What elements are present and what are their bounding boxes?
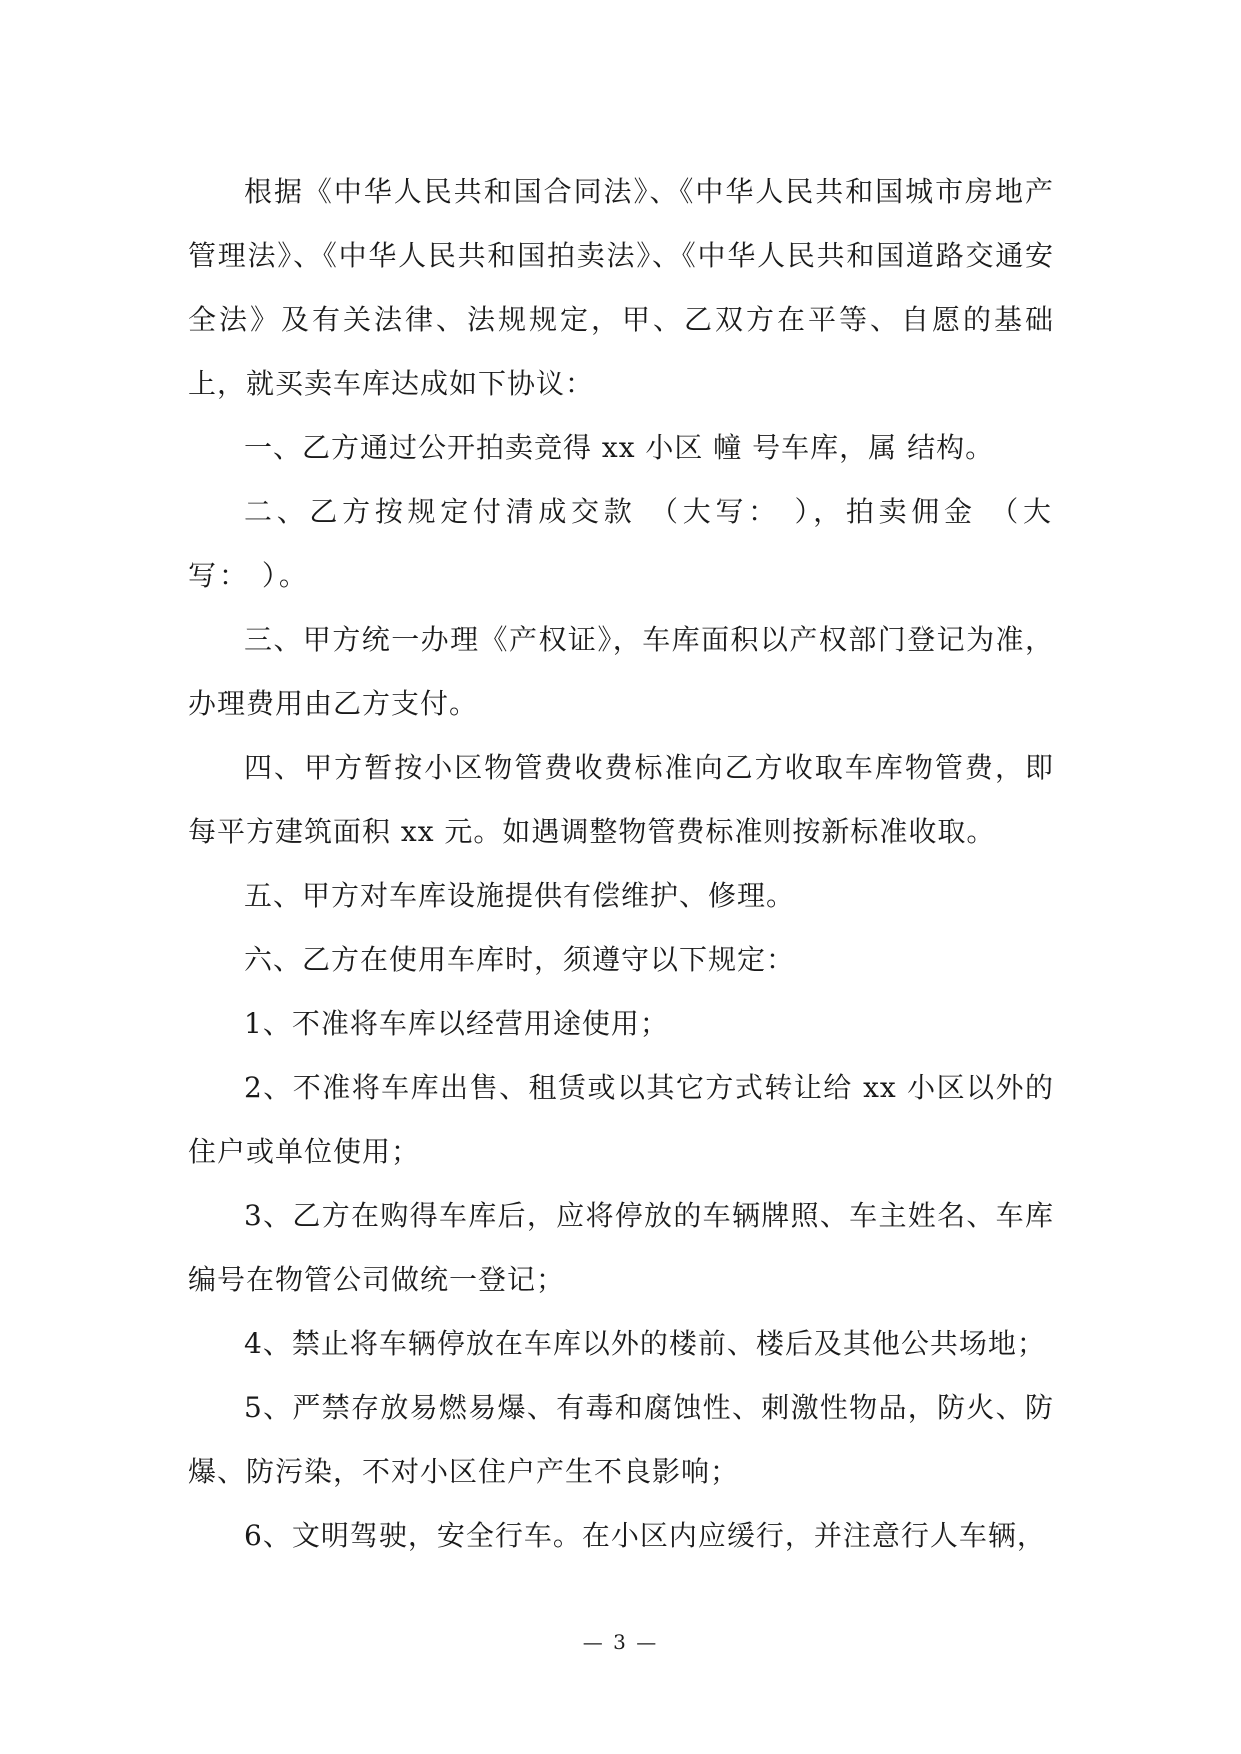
- rule-item-2: 2、不准将车库出售、租赁或以其它方式转让给 xx 小区以外的住户或单位使用；: [188, 1071, 1054, 1168]
- clause-6: 六、乙方在使用车库时，须遵守以下规定：: [244, 943, 796, 976]
- rule-item-5: 5、严禁存放易燃易爆、有毒和腐蚀性、刺激性物品，防火、防爆、防污染，不对小区住户产生不良影响；: [188, 1391, 1054, 1488]
- paragraph-preamble: 根据《中华人民共和国合同法》、《中华人民共和国城市房地产管理法》、《中华人民共和国拍卖法》、《中华人民共和国道路交通安全法》及有关法律、法规规定，甲、乙双方在平等、自愿的基础上，就买卖车库达成如下协议：: [188, 175, 1054, 400]
- page-number: — 3 —: [582, 1630, 659, 1654]
- clause-4: 四、甲方暂按小区物管费收费标准向乙方收取车库物管费，即每平方建筑面积 xx 元。如遇调整物管费标准则按新标准收取。: [188, 751, 1054, 848]
- rule-item-6: 6、文明驾驶，安全行车。在小区内应缓行，并注意行人车辆，: [244, 1519, 1046, 1552]
- clause-2: 二、乙方按规定付清成交款 （大写： ），拍卖佣金 （大写： ）。: [188, 495, 1054, 592]
- clause-1: 一、乙方通过公开拍卖竞得 xx 小区 幢 号车库，属 结构。: [244, 431, 995, 464]
- clause-3: 三、甲方统一办理《产权证》，车库面积以产权部门登记为准，办理费用由乙方支付。: [188, 623, 1054, 720]
- rule-item-4: 4、禁止将车辆停放在车库以外的楼前、楼后及其他公共场地；: [244, 1327, 1046, 1360]
- rule-item-3: 3、乙方在购得车库后，应将停放的车辆牌照、车主姓名、车库编号在物管公司做统一登记；: [188, 1199, 1054, 1296]
- clause-5: 五、甲方对车库设施提供有偿维护、修理。: [244, 879, 796, 912]
- rule-item-1: 1、不准将车库以经营用途使用；: [244, 1007, 669, 1040]
- document-body: [188, 160, 1054, 1568]
